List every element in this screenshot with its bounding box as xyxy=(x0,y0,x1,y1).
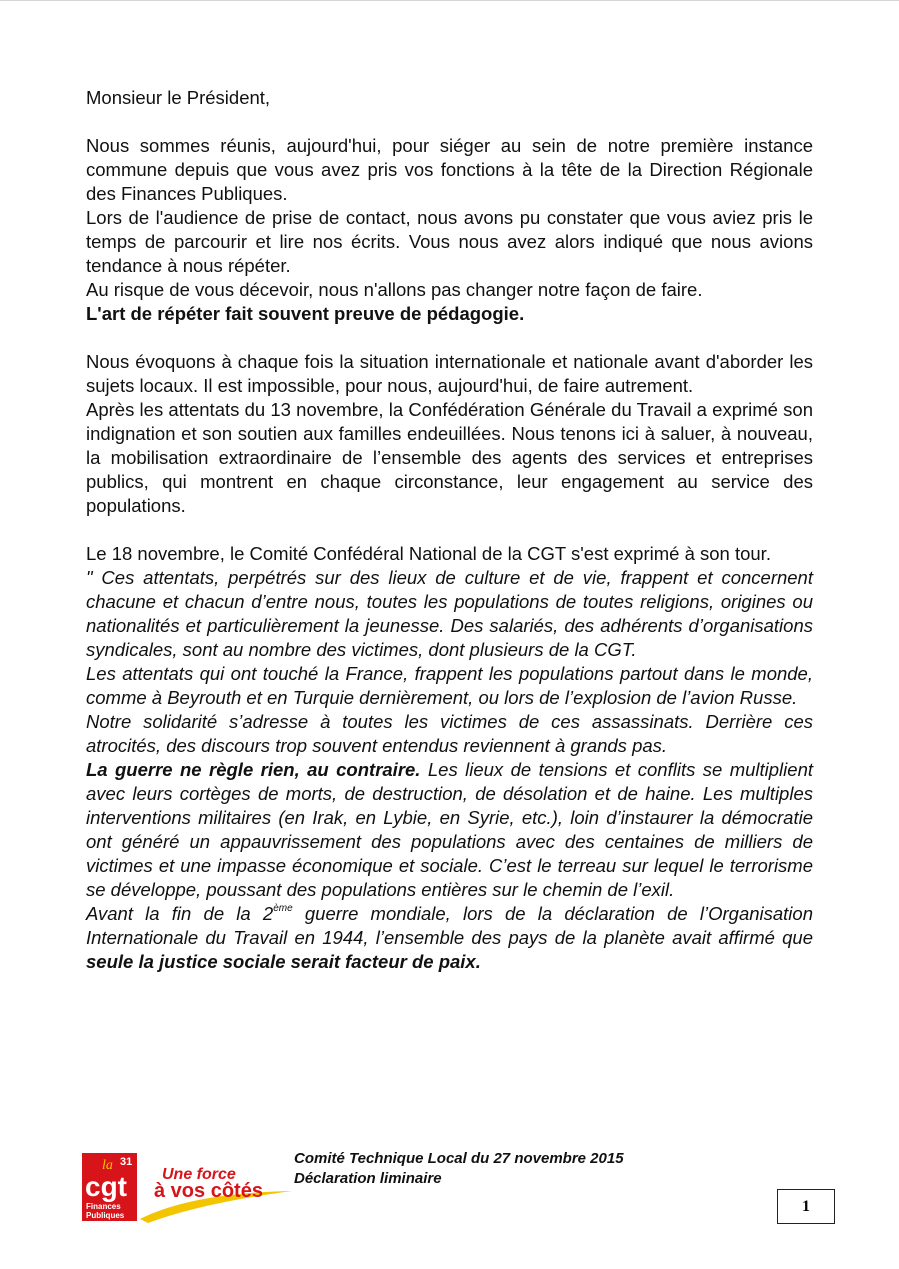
logo-finances: Finances xyxy=(86,1202,121,1211)
quote-3: Notre solidarité s’adresse à toutes les victimes de ces assassinats. Derrière ces atrocités, des discours trop souvent entendus reviennent à grands pas. xyxy=(86,711,813,756)
page-number: 1 xyxy=(777,1189,835,1224)
paragraph-6: Après les attentats du 13 novembre, la Confédération Générale du Travail a exprimé son indignation et son soutien aux familles endeuillées. Nous tenons ici à saluer, à nouveau, la mobilisation extraordinaire de l’ensemble des agents des services et entreprises publics, qui montrent en chaque circonstance, leur engagement au service des populations. xyxy=(86,399,813,516)
quote-5 xyxy=(86,902,813,974)
paragraph-4-bold xyxy=(86,302,813,326)
quote-4 xyxy=(86,758,813,902)
logo-slogan-1: Une force xyxy=(162,1166,236,1183)
paragraph-3: Au risque de vous décevoir, nous n'allons pas changer notre façon de faire. xyxy=(86,279,703,300)
logo-la: la xyxy=(102,1158,113,1173)
page-top-edge xyxy=(0,0,899,1)
quote-4-bold: La guerre ne règle rien, au contraire. xyxy=(86,759,421,780)
quote-1: " Ces attentats, perpétrés sur des lieux de culture et de vie, frappent et concernent chacune et chacun d’entre nous, toutes les populations de toutes religions, origines ou nationalités et particulièrement la jeunesse. Des salariés, des adhérents d’organisations syndicales, sont au nombre des victimes, dont plusieurs de la CGT. xyxy=(86,567,813,660)
logo-dept: 31 xyxy=(120,1156,133,1168)
paragraph-5: Nous évoquons à chaque fois la situation internationale et nationale avant d'aborder les sujets locaux. Il est impossible, pour nous, aujourd'hui, de faire autrement. xyxy=(86,351,813,396)
cgt-logo xyxy=(82,1153,302,1225)
paragraph-2: Lors de l'audience de prise de contact, nous avons pu constater que vous aviez pris le temps de parcourir et lire nos écrits. Vous nous avez alors indiqué que nous avions tendance à nous répéter. xyxy=(86,207,813,276)
footer-subtitle: Déclaration liminaire xyxy=(294,1170,442,1187)
logo-cgt: cgt xyxy=(85,1171,127,1202)
logo-publiques: Publiques xyxy=(86,1211,125,1220)
paragraph-1: Nous sommes réunis, aujourd'hui, pour siéger au sein de notre première instance commune depuis que vous avez pris vos fonctions à la tête de la Direction Régionale des Finances Publiques. xyxy=(86,135,813,204)
letter-body xyxy=(86,86,813,974)
quote-5-superscript: ème xyxy=(273,903,293,914)
quote-2: Les attentats qui ont touché la France, frappent les populations partout dans le monde, comme à Beyrouth et en Turquie dernièrement, ou lors de l’explosion de l’avion Russe. xyxy=(86,663,813,708)
logo-slogan-2: à vos côtés xyxy=(154,1180,263,1202)
footer-meeting-title: Comité Technique Local du 27 novembre 2015 xyxy=(294,1150,624,1167)
pedagogie-statement: L'art de répéter fait souvent preuve de pédagogie. xyxy=(86,303,525,324)
quote-5-bold: seule la justice sociale serait facteur de paix. xyxy=(86,951,481,972)
paragraph-7: Le 18 novembre, le Comité Confédéral National de la CGT s'est exprimé à son tour. xyxy=(86,543,771,564)
salutation: Monsieur le Président, xyxy=(86,87,271,108)
quote-5-start: Avant la fin de la 2 xyxy=(86,903,274,924)
quote-5-middle: guerre mondiale, lors de la déclaration de l’Organisation Internationale du Travail en 1944, l’ensemble des pays de la planète avait affirmé que xyxy=(86,903,813,948)
footer xyxy=(294,1149,624,1189)
quote-4-rest: Les lieux de tensions et conflits se multiplient avec leurs cortèges de morts, de destruction, de désolation et de haine. Les multiples interventions militaires (en Irak, en Lybie, en Syrie, etc.), loin d’instaurer la démocratie ont généré un appauvrissement des populations avec des centaines de milliers de victimes et une impasse économique et sociale. C’est le terreau sur lequel le terrorisme se développe, poussant des populations entières sur le chemin de l’exil. xyxy=(86,759,813,900)
